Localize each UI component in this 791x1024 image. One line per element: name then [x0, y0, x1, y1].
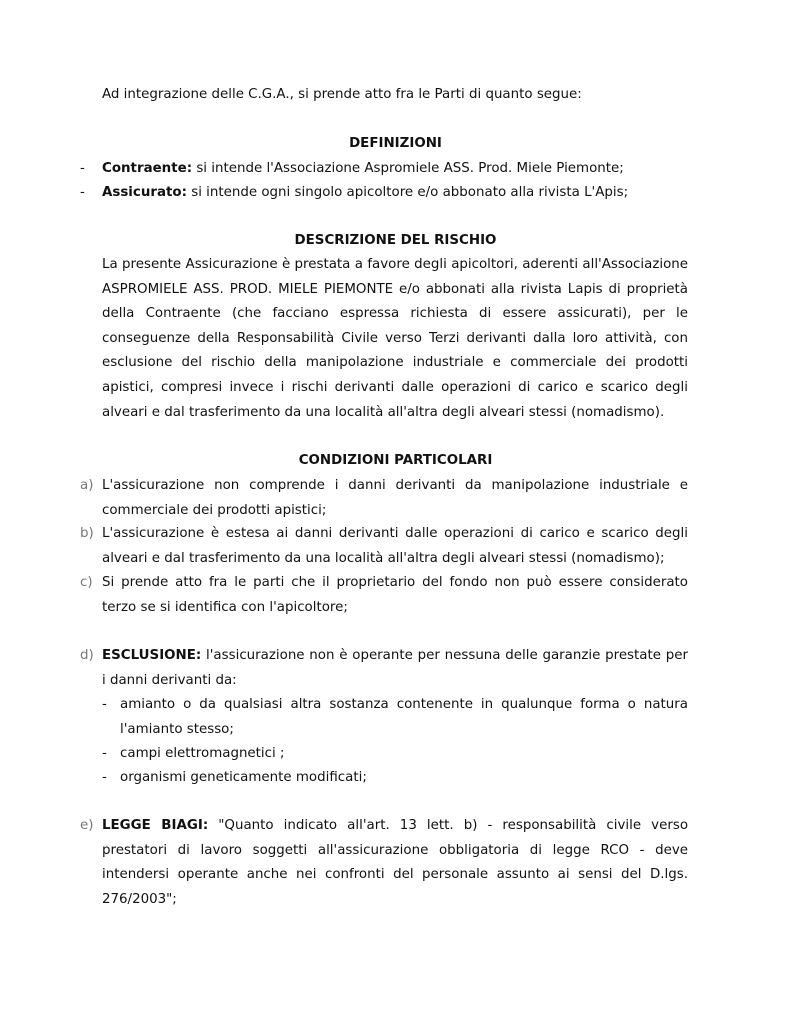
exclusion-text: amianto o da qualsiasi altra sostanza contenente in qualunque forma o natura l'amianto stesso;	[120, 697, 688, 737]
definition-text: si intende l'Associazione Aspromiele ASS. Prod. Miele Piemonte;	[192, 161, 624, 176]
condition-item-d	[80, 644, 688, 693]
exclusion-text: campi elettromagnetici ;	[120, 746, 285, 761]
list-dash: -	[80, 161, 85, 176]
definition-assicurato	[80, 181, 720, 206]
list-dash: -	[80, 185, 85, 200]
item-marker: b)	[80, 526, 94, 541]
condition-item-e	[80, 814, 688, 912]
definition-term: Assicurato:	[102, 185, 187, 200]
item-marker: d)	[80, 648, 94, 663]
heading-definizioni: DEFINIZIONI	[349, 136, 442, 151]
exclusion-text: organismi geneticamente modificati;	[120, 770, 367, 785]
item-term: ESCLUSIONE:	[102, 648, 202, 663]
item-marker: c)	[80, 575, 93, 590]
item-body: "Quanto indicato all'art. 13 lett. b) - responsabilità civile verso prestatori di lavoro soggetti all'assicurazione obbligatoria di legge RCO - deve intendersi operante anche nei confronti del personale assunto ai sensi del D.lgs. 276/2003";	[102, 818, 689, 907]
exclusion-item	[102, 766, 688, 791]
rischio-paragraph: La presente Assicurazione è prestata a favore degli apicoltori, aderenti all'Associazione ASPROMIELE ASS. PROD. MIELE PIEMONTE e/o abbonati alla rivista Lapis di proprietà della Contraente (che facciano espressa richiesta di essere assicurati), per le conseguenze della Responsabilità Civile verso Terzi derivanti dalla loro attività, con esclusione del rischio della manipolazione industriale e commerciale dei prodotti apistici, compresi invece i rischi derivanti dalle operazioni di carico e scarico degli alveari e dal trasferimento da una località all'altra degli alveari stessi (nomadismo).	[102, 257, 688, 420]
item-body: l'assicurazione non è operante per nessuna delle garanzie prestate per i danni derivanti da:	[102, 648, 688, 688]
heading-condizioni-particolari: CONDIZIONI PARTICOLARI	[298, 453, 493, 468]
item-text	[102, 644, 688, 693]
definition-text: si intende ogni singolo apicoltore e/o abbonato alla rivista L'Apis;	[186, 185, 629, 200]
list-dash: -	[102, 746, 107, 761]
exclusion-item	[102, 742, 688, 767]
list-dash: -	[102, 697, 107, 712]
item-text: L'assicurazione è estesa ai danni derivanti dalle operazioni di carico e scarico degli alveari e dal trasferimento da una località all'altra degli alveari stessi (nomadismo);	[102, 526, 688, 566]
condition-item-c	[80, 571, 688, 620]
definition-contraente	[80, 157, 720, 182]
exclusion-item	[102, 693, 688, 742]
heading-descrizione-rischio: DESCRIZIONE DEL RISCHIO	[294, 233, 497, 248]
item-text	[102, 814, 688, 912]
intro-line: Ad integrazione delle C.G.A., si prende atto fra le Parti di quanto segue:	[102, 87, 582, 102]
condition-item-a	[80, 474, 688, 523]
item-term: LEGGE BIAGI:	[102, 818, 209, 833]
item-marker: e)	[80, 818, 94, 833]
item-text: Si prende atto fra le parti che il proprietario del fondo non può essere considerato terzo se si identifica con l'apicoltore;	[102, 575, 688, 615]
item-marker: a)	[80, 478, 94, 493]
item-text: L'assicurazione non comprende i danni derivanti da manipolazione industriale e commerciale dei prodotti apistici;	[102, 478, 688, 518]
list-dash: -	[102, 770, 107, 785]
condition-item-b	[80, 522, 688, 571]
definition-term: Contraente:	[102, 161, 193, 176]
